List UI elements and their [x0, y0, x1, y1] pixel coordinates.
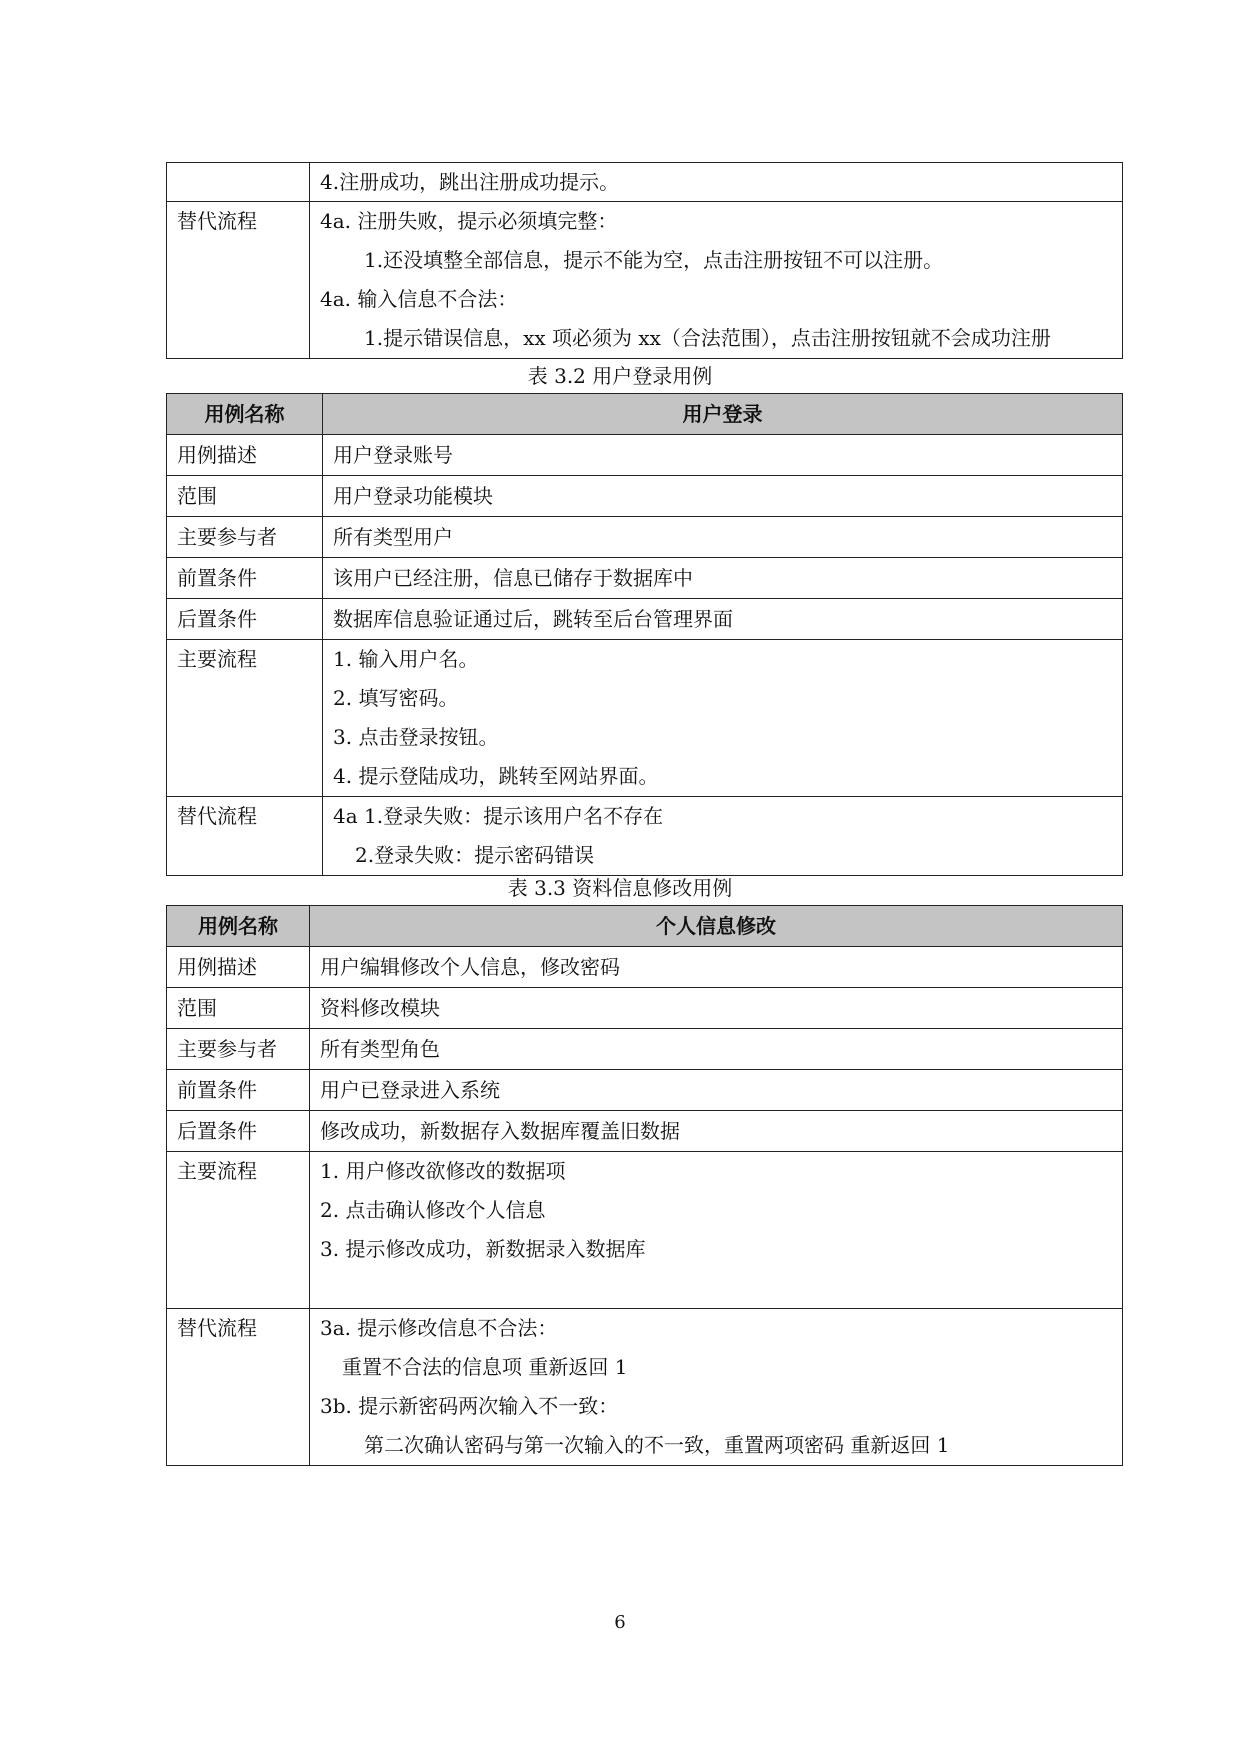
row-label: 主要流程: [167, 1152, 310, 1309]
row-value: 所有类型用户: [323, 517, 1123, 558]
table-row: [167, 1070, 1123, 1111]
row-label: 主要参与者: [167, 1029, 310, 1070]
register-usecase-table-continued: [166, 162, 1123, 359]
row-label: 主要流程: [167, 640, 323, 797]
row-label: 后置条件: [167, 1111, 310, 1152]
table-row: [167, 163, 1123, 202]
row-value: [310, 1152, 1123, 1309]
table-row: [167, 202, 1123, 359]
table-row: [167, 947, 1123, 988]
row-value: [323, 640, 1123, 797]
table-row: [167, 558, 1123, 599]
row-label: 范围: [167, 476, 323, 517]
header-label: 用例名称: [167, 394, 323, 435]
row-value: 修改成功，新数据存入数据库覆盖旧数据: [310, 1111, 1123, 1152]
flow-line: 1. 用户修改欲修改的数据项: [320, 1159, 566, 1183]
table-row: [167, 517, 1123, 558]
flow-line: 2.登录失败：提示密码错误: [355, 843, 595, 867]
flow-line: 4. 提示登陆成功，跳转至网站界面。: [333, 764, 659, 788]
table-caption: 表 3.3 资料信息修改用例: [507, 876, 733, 900]
row-label: 替代流程: [167, 202, 310, 359]
table-row: [167, 988, 1123, 1029]
row-label: 用例描述: [167, 947, 310, 988]
table-row: [167, 1029, 1123, 1070]
flow-line: 3b. 提示新密码两次输入不一致：: [320, 1394, 619, 1418]
row-value: 4.注册成功，跳出注册成功提示。: [310, 163, 1123, 202]
row-value: 资料修改模块: [310, 988, 1123, 1029]
profile-edit-usecase-table: [166, 905, 1123, 1466]
row-value: 用户登录功能模块: [323, 476, 1123, 517]
flow-line: 1.还没填整全部信息，提示不能为空，点击注册按钮不可以注册。: [364, 248, 944, 272]
row-label: 前置条件: [167, 558, 323, 599]
table-header-row: [167, 906, 1123, 947]
flow-line: 2. 填写密码。: [333, 686, 459, 710]
row-value: [310, 202, 1123, 359]
row-value: 用户编辑修改个人信息，修改密码: [310, 947, 1123, 988]
flow-line: 2. 点击确认修改个人信息: [320, 1198, 546, 1222]
row-value: 用户已登录进入系统: [310, 1070, 1123, 1111]
flow-line: 3. 提示修改成功，新数据录入数据库: [320, 1237, 646, 1261]
table-row: [167, 1111, 1123, 1152]
row-value: [310, 1309, 1123, 1466]
row-label: 后置条件: [167, 599, 323, 640]
table-row: [167, 599, 1123, 640]
flow-line: 第二次确认密码与第一次输入的不一致，重置两项密码 重新返回 1: [364, 1433, 950, 1457]
flow-line: 3a. 提示修改信息不合法：: [320, 1316, 558, 1340]
table-row: [167, 1152, 1123, 1309]
flow-line: 1. 输入用户名。: [333, 647, 479, 671]
page-number: 6: [614, 1612, 626, 1633]
table-caption: 表 3.2 用户登录用例: [527, 364, 713, 388]
row-value: [323, 797, 1123, 876]
row-value: 该用户已经注册，信息已储存于数据库中: [323, 558, 1123, 599]
row-label: 替代流程: [167, 1309, 310, 1466]
table-row: [167, 435, 1123, 476]
flow-line: 3. 点击登录按钮。: [333, 725, 499, 749]
flow-line: 重置不合法的信息项 重新返回 1: [342, 1355, 628, 1379]
login-usecase-table: [166, 393, 1123, 876]
header-label: 用例名称: [167, 906, 310, 947]
header-value: 用户登录: [323, 394, 1123, 435]
flow-line: 4a 1.登录失败：提示该用户名不存在: [333, 804, 664, 828]
table-row: [167, 797, 1123, 876]
row-value: 用户登录账号: [323, 435, 1123, 476]
row-label: 范围: [167, 988, 310, 1029]
header-value: 个人信息修改: [310, 906, 1123, 947]
row-label: 替代流程: [167, 797, 323, 876]
row-value: 所有类型角色: [310, 1029, 1123, 1070]
flow-line: 1.提示错误信息，xx 项必须为 xx（合法范围），点击注册按钮就不会成功注册: [364, 326, 1051, 350]
table-header-row: [167, 394, 1123, 435]
flow-line: 4a. 输入信息不合法：: [320, 287, 518, 311]
row-label: 前置条件: [167, 1070, 310, 1111]
flow-line: 4a. 注册失败，提示必须填完整：: [320, 209, 618, 233]
table-row: [167, 1309, 1123, 1466]
row-label: 主要参与者: [167, 517, 323, 558]
row-label: [167, 163, 310, 202]
table-row: [167, 640, 1123, 797]
row-label: 用例描述: [167, 435, 323, 476]
row-value: 数据库信息验证通过后，跳转至后台管理界面: [323, 599, 1123, 640]
table-row: [167, 476, 1123, 517]
